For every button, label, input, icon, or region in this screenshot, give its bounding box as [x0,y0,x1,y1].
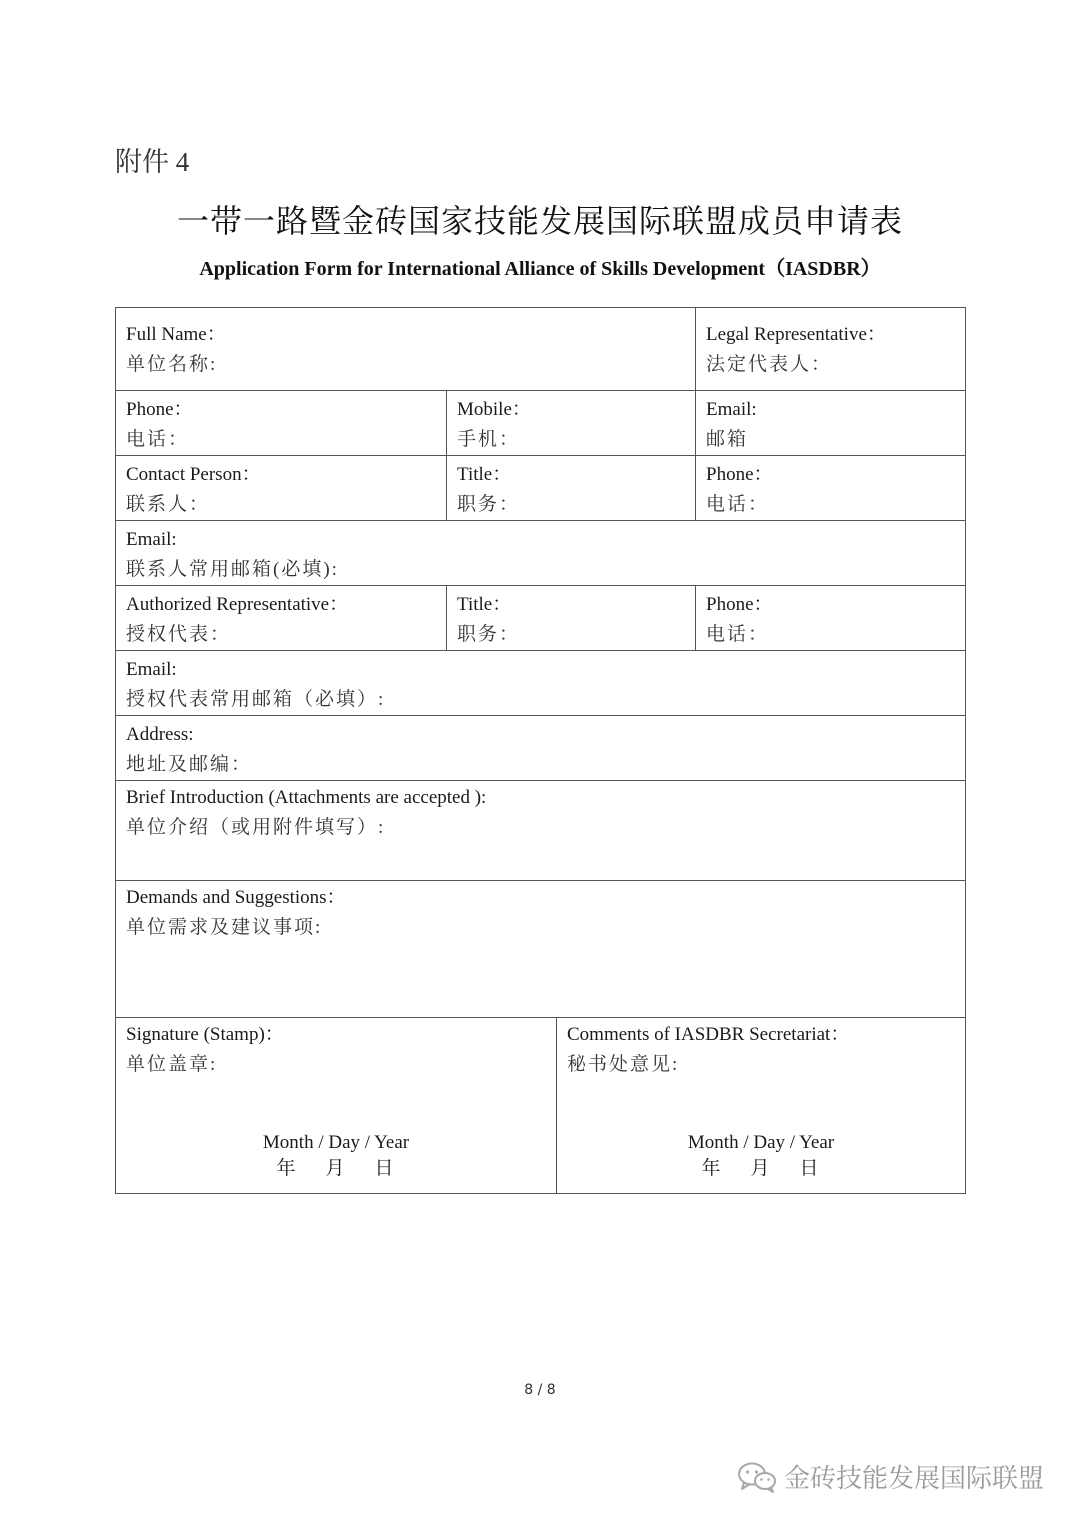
signature-label-en: Signature (Stamp)： [126,1024,284,1045]
authorized-email-field[interactable] [116,651,966,716]
demands-label-en: Demands and Suggestions： [126,887,346,908]
authorized-rep-label-en: Authorized Representative： [126,594,349,615]
email-label-cn: 邮箱 [706,429,749,450]
contact-phone-field[interactable] [696,456,966,521]
page-number: 8 / 8 [524,1382,556,1398]
authorized-title-label-cn: 职务： [457,624,521,645]
brief-introduction-field[interactable] [116,781,966,881]
phone-label-en: Phone： [126,399,193,420]
month-label: 月 [750,1158,772,1179]
comments-date [567,1130,955,1182]
row-brief-introduction [116,781,966,881]
contact-person-field[interactable] [116,456,447,521]
row-full-name [116,308,966,391]
contact-person-label-en: Contact Person： [126,464,261,485]
contact-title-label-en: Title： [457,464,512,485]
email-field[interactable] [696,391,966,456]
row-phone [116,391,966,456]
phone-label-cn: 电话： [126,429,190,450]
row-authorized-representative [116,586,966,651]
row-demands-suggestions [116,881,966,1018]
contact-email-field[interactable] [116,521,966,586]
comments-label-en: Comments of IASDBR Secretariat： [567,1024,850,1045]
authorized-phone-label-cn: 电话： [706,624,770,645]
authorized-rep-label-cn: 授权代表： [126,624,232,645]
year-label: 年 [701,1158,723,1179]
row-signature-comments [116,1018,966,1194]
row-contact-email [116,521,966,586]
authorized-phone-field[interactable] [696,586,966,651]
contact-email-label-cn: 联系人常用邮箱(必填): [126,559,339,580]
email-label-en: Email: [706,399,757,420]
address-field[interactable] [116,716,966,781]
authorized-title-label-en: Title： [457,594,512,615]
intro-label-en: Brief Introduction (Attachments are accepted ): [126,787,487,808]
day-label: 日 [799,1158,821,1179]
application-form-table [115,307,966,1194]
signature-field[interactable] [116,1018,557,1194]
comments-date-cn [567,1156,955,1182]
phone-field[interactable] [116,391,447,456]
year-label: 年 [276,1158,298,1179]
authorized-email-label-en: Email: [126,659,177,680]
form-title-chinese: 一带一路暨金砖国家技能发展国际联盟成员申请表 [176,202,903,240]
watermark [736,1458,1044,1495]
wechat-icon [736,1460,778,1494]
signature-date-cn [126,1156,546,1182]
demands-label-cn: 单位需求及建议事项: [126,917,323,938]
secretariat-comments-field[interactable] [557,1018,966,1194]
full-name-label-cn: 单位名称: [126,354,218,375]
contact-title-label-cn: 职务： [457,494,521,515]
signature-label-cn: 单位盖章: [126,1054,218,1075]
address-label-cn: 地址及邮编： [126,754,253,775]
comments-date-en: Month / Day / Year [687,1132,835,1153]
authorized-rep-field[interactable] [116,586,447,651]
authorized-email-label-cn: 授权代表常用邮箱（必填）: [126,689,386,710]
address-label-en: Address: [126,724,194,745]
full-name-field[interactable] [116,308,696,391]
day-label: 日 [374,1158,396,1179]
contact-person-label-cn: 联系人： [126,494,211,515]
demands-suggestions-field[interactable] [116,881,966,1018]
intro-label-cn: 单位介绍（或用附件填写）: [126,817,386,838]
authorized-phone-label-en: Phone： [706,594,773,615]
form-title-english: Application Form for International Alliance of Skills Development（IASDBR） [199,258,881,280]
legal-rep-label-en: Legal Representative： [706,324,886,345]
contact-email-label-en: Email: [126,529,177,550]
contact-phone-label-cn: 电话： [706,494,770,515]
mobile-label-en: Mobile： [457,399,531,420]
annex-label: 附件 4 [115,147,190,177]
legal-representative-field[interactable] [696,308,966,391]
watermark-text: 金砖技能发展国际联盟 [783,1464,1044,1494]
authorized-title-field[interactable] [447,586,696,651]
row-contact-person [116,456,966,521]
signature-date [126,1130,546,1182]
mobile-field[interactable] [447,391,696,456]
legal-rep-label-cn: 法定代表人： [706,354,833,375]
row-authorized-email [116,651,966,716]
comments-label-cn: 秘书处意见: [567,1054,680,1075]
full-name-label-en: Full Name： [126,324,226,345]
contact-phone-label-en: Phone： [706,464,773,485]
row-address [116,716,966,781]
signature-date-en: Month / Day / Year [262,1132,410,1153]
month-label: 月 [325,1158,347,1179]
mobile-label-cn: 手机： [457,429,521,450]
contact-title-field[interactable] [447,456,696,521]
